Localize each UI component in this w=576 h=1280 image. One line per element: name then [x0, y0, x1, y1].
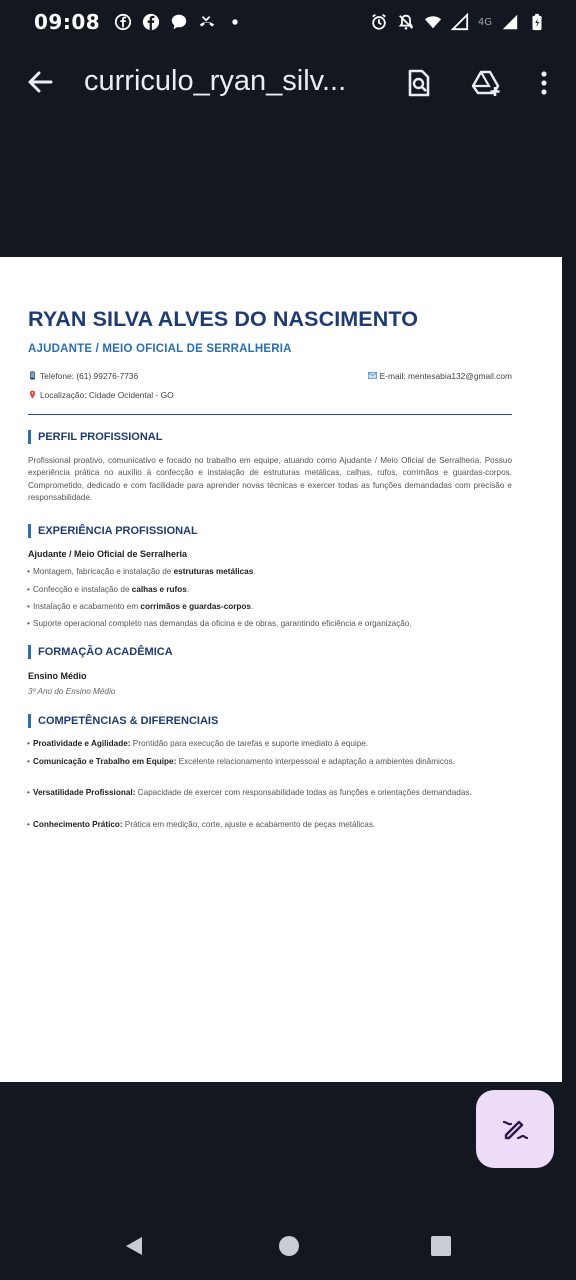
- profile-text: Profissional proativo, comunicativo e focado no trabalho em equipe, atuando como Ajudante / Meio Oficial de Serralheria. Possuo experiência prática no auxílio à confecção e instalação de estruturas metálicas, calhas, rufos, corrimãos e guardas-corpos. Comprometido, dedicado e com facilidade para aprender novas técnicas e exercer todas as funções demandadas com precisão e responsabilidade.: [28, 456, 512, 502]
- edit-pen-icon: [500, 1114, 530, 1144]
- experience-item: [33, 601, 505, 613]
- experience-item: [33, 566, 505, 578]
- experience-item-tail: .: [251, 602, 254, 611]
- skill-item: [33, 819, 505, 831]
- location-pin-icon: [28, 390, 37, 399]
- education-detail: 3º Ano do Ensino Médio: [28, 687, 116, 696]
- mute-icon: [397, 13, 415, 31]
- more-vert-icon[interactable]: [534, 68, 554, 98]
- skill-item-name: Comunicação e Trabalho em Equipe:: [33, 757, 177, 766]
- alarm-icon: [370, 13, 388, 31]
- skill-item: [33, 738, 505, 750]
- status-time: 09:08: [34, 10, 101, 34]
- signal-icon: [501, 13, 519, 31]
- chat-bubble-icon: [170, 13, 188, 31]
- experience-item-highlight: corrimãos e guardas-corpos: [140, 602, 251, 611]
- app-bar: [0, 50, 576, 116]
- experience-item-text: Suporte operacional completo nas demandas da oficina e de obras, garantindo eficiência e organização.: [33, 619, 412, 628]
- find-in-page-icon[interactable]: [404, 68, 434, 98]
- facebook-icon: [114, 13, 132, 31]
- contact-location: [28, 390, 174, 400]
- wifi-icon: [424, 13, 442, 31]
- phone-icon: [28, 371, 37, 380]
- square-recents-icon[interactable]: [429, 1234, 453, 1258]
- contact-email: [368, 371, 512, 381]
- experience-item-tail: .: [186, 585, 190, 594]
- phone-text: Telefone: (61) 99276-7736: [40, 371, 139, 381]
- email-icon: [368, 371, 377, 380]
- triangle-back-icon[interactable]: [122, 1234, 146, 1258]
- contact-phone: [28, 371, 138, 381]
- experience-item: [33, 618, 505, 630]
- job-title: Ajudante / Meio Oficial de Serralheria: [28, 549, 188, 559]
- skill-item-description: Prontidão para execução de tarefas e suporte imediato à equipe.: [130, 739, 369, 748]
- system-icons: [370, 13, 546, 31]
- experience-item-highlight: calhas e rufos: [131, 585, 187, 594]
- battery-icon: [528, 13, 546, 31]
- experience-item: [33, 584, 505, 596]
- experience-item-text: Montagem, fabricação e instalação de: [33, 567, 174, 576]
- skill-item-description: Prática em medição, corte, ajuste e acabamento de peças metálicas.: [122, 820, 376, 829]
- header-divider: [28, 414, 512, 415]
- facebook-icon: [142, 13, 160, 31]
- experience-item-text: Instalação e acabamento em: [33, 602, 141, 611]
- education-degree: Ensino Médio: [28, 671, 87, 681]
- skill-item-description: Excelente relacionamento interpessoal e adaptação a ambientes dinâmicos.: [176, 757, 455, 766]
- experience-item-tail: .: [253, 567, 256, 576]
- resume-name: RYAN SILVA ALVES DO NASCIMENTO: [28, 307, 419, 331]
- document-page[interactable]: [0, 257, 562, 1082]
- skill-item-name: Conhecimento Prático:: [33, 820, 123, 829]
- edit-fab-button[interactable]: [476, 1090, 554, 1168]
- notification-icons: [114, 13, 244, 31]
- email-text: E-mail: mentesabia132@gmail.com: [379, 371, 512, 381]
- skill-item: [33, 787, 505, 799]
- arrow-back-icon[interactable]: [22, 64, 58, 100]
- system-navigation-bar: [0, 1210, 576, 1280]
- missed-call-icon: [198, 13, 216, 31]
- skill-item-description: Capacidade de exercer com responsabilidade todas as funções e orientações demandadas.: [135, 788, 472, 797]
- add-to-drive-icon[interactable]: [470, 68, 502, 98]
- skill-item: [33, 756, 505, 768]
- section-title-education: FORMAÇÃO ACADÊMICA: [28, 645, 173, 659]
- skill-item-name: Versatilidade Profissional:: [33, 788, 136, 797]
- skill-item-name: Proatividade e Agilidade:: [33, 739, 131, 748]
- section-title-profile: PERFIL PROFISSIONAL: [28, 430, 162, 444]
- experience-item-text: Confecção e instalação de: [33, 585, 132, 594]
- section-title-experience: EXPERIÊNCIA PROFISSIONAL: [28, 524, 198, 538]
- circle-home-icon[interactable]: [277, 1234, 301, 1258]
- section-title-skills: COMPETÊNCIAS & DIFERENCIAIS: [28, 714, 218, 728]
- network-type-label: 4G: [477, 16, 492, 28]
- experience-item-highlight: estruturas metálicas: [173, 567, 254, 576]
- dot-icon: [226, 13, 244, 31]
- signal-icon: [451, 13, 469, 31]
- resume-role: AJUDANTE / MEIO OFICIAL DE SERRALHERIA: [28, 343, 292, 355]
- location-text: Localização: Cidade Ocidental - GO: [40, 390, 174, 400]
- status-bar: [0, 0, 576, 44]
- document-title: curriculo_ryan_silv...: [84, 65, 347, 97]
